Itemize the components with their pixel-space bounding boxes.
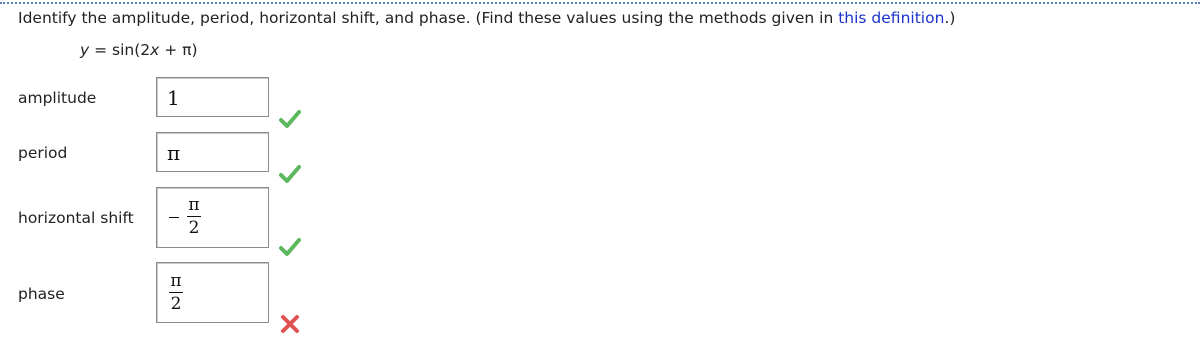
phase-input[interactable]	[156, 262, 269, 323]
horizontal-shift-label: horizontal shift	[18, 209, 134, 227]
period-value: π	[167, 141, 181, 165]
equation-mid: = sin(2	[89, 41, 151, 59]
question-prompt	[18, 9, 955, 27]
horizontal-shift-fraction	[187, 196, 201, 237]
period-label: period	[18, 144, 68, 162]
check-icon	[279, 109, 301, 129]
phase-fraction	[169, 272, 183, 313]
x-icon	[279, 314, 301, 334]
amplitude-value: 1	[167, 86, 180, 110]
fraction-bar	[169, 292, 183, 293]
phase-denominator: 2	[170, 294, 182, 314]
minus-sign	[169, 217, 179, 218]
definition-link[interactable]: this definition	[838, 9, 945, 27]
prompt-text-end: .)	[944, 9, 956, 27]
horizontal-shift-denominator: 2	[188, 218, 200, 238]
fraction-bar	[187, 216, 201, 217]
equation-rest: + π)	[159, 41, 198, 59]
amplitude-label: amplitude	[18, 89, 97, 107]
equation-y: y	[80, 41, 90, 59]
phase-numerator: π	[170, 271, 182, 291]
equation	[80, 41, 198, 59]
top-divider	[0, 2, 1200, 4]
horizontal-shift-numerator: π	[188, 195, 200, 215]
horizontal-shift-input[interactable]	[156, 187, 269, 248]
check-icon	[279, 164, 301, 184]
equation-x: x	[150, 41, 160, 59]
check-icon	[279, 237, 301, 257]
period-input[interactable]	[156, 132, 269, 172]
amplitude-input[interactable]	[156, 77, 269, 117]
phase-label: phase	[18, 285, 65, 303]
prompt-text: Identify the amplitude, period, horizontal shift, and phase. (Find these values using the methods given in	[18, 9, 839, 27]
